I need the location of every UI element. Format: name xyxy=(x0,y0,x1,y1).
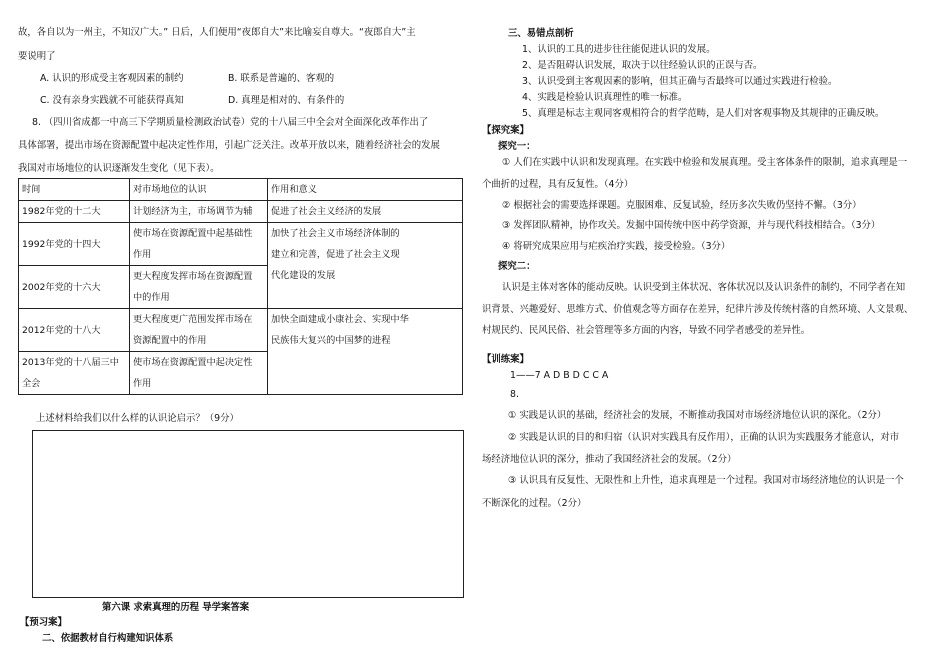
table-cell-time: 1992年党的十四大 xyxy=(19,223,130,266)
option-a: A. 认识的形成受主客观因素的制约 xyxy=(40,73,184,84)
table-cell-time: 2002年党的十六大 xyxy=(19,266,130,309)
table-cell-view xyxy=(130,223,268,266)
cell-line: 民族伟大复兴的中国梦的进程 xyxy=(271,335,391,346)
table-cell-meaning xyxy=(268,223,463,309)
cell-line: 使市场在资源配置中起决定性 xyxy=(133,357,253,368)
explore-1-line: ③ 发挥团队精神，协作攻关。发掘中国传统中医中药学资源，并与现代科技相结合。（3分） xyxy=(502,220,881,231)
explore-1-heading: 探究一： xyxy=(498,141,536,152)
answer-title: 第六课 求索真理的历程 导学案答案 xyxy=(102,602,250,613)
explore-2-heading: 探究二： xyxy=(498,261,536,272)
body-text: 要说明了 xyxy=(18,51,56,62)
explore-heading: 【探究案】 xyxy=(482,125,529,136)
table-cell-time: 1982年党的十二大 xyxy=(19,201,130,223)
explore-2-line: 认识是主体对客体的能动反映。认识受到主体状况、客体状况以及认识条件的制约，不同学者在知 xyxy=(502,282,906,293)
cell-line: 建立和完善，促进了社会主义现 xyxy=(271,249,400,260)
table-cell-meaning xyxy=(268,309,463,395)
explore-1-line: ① 人们在实践中认识和发现真理。在实践中检验和发展真理。受主客体条件的限制，追求真理是一 xyxy=(502,157,908,168)
cell-line: 加快了社会主义市场经济体制的 xyxy=(271,228,400,239)
train-line: ① 实践是认识的基础，经济社会的发展，不断推动我国对市场经济地位认识的深化。（2分） xyxy=(508,410,887,421)
table-header: 作用和意义 xyxy=(268,179,463,201)
table-header-row xyxy=(19,179,463,201)
answer-box[interactable] xyxy=(32,430,464,598)
option-c: C. 没有亲身实践就不可能获得真知 xyxy=(40,95,184,106)
explore-2-line: 识背景、兴趣爱好、思维方式、价值观念等方面存在差异，纪律片涉及传统村落的自然环境、人文景观、 xyxy=(482,304,914,315)
explore-2-line: 村规民约、民风民俗、社会管理等多方面的内容，导致不同学者感受的差异性。 xyxy=(482,325,811,336)
table-row xyxy=(19,309,463,352)
option-b: B. 联系是普遍的、客观的 xyxy=(228,73,335,84)
train-q8: 8. xyxy=(510,389,519,400)
question-8-line: 具体部署，提出市场在资源配置中起决定性作用，引起广泛关注。改革开放以来，随着经济社会的发展 xyxy=(18,140,440,151)
cell-line: 作用 xyxy=(133,378,152,389)
cell-line: 更大程度发挥市场在资源配置 xyxy=(133,271,253,282)
cell-line: 加快全面建成小康社会、实现中华 xyxy=(271,314,409,325)
table-cell-view xyxy=(130,309,268,352)
train-heading: 【训练案】 xyxy=(482,354,529,365)
section-heading: 三、易错点剖析 xyxy=(508,28,574,39)
market-table xyxy=(18,178,463,395)
preview-heading: 【预习案】 xyxy=(20,617,67,628)
table-cell-time: 2012年党的十八大 xyxy=(19,309,130,352)
error-item: 3、认识受到主客观因素的影响，但其正确与否最终可以通过实践进行检验。 xyxy=(522,76,838,87)
cell-line: 资源配置中的作用 xyxy=(133,335,207,346)
body-text: 故，各自以为一州主，不知汉广大。” 日后，人们便用“夜郎自大”来比喻妄自尊大。“夜郎自大”主 xyxy=(18,27,416,38)
table-header: 对市场地位的认识 xyxy=(130,179,268,201)
train-answers: 1——7 A D B D C C A xyxy=(510,370,609,381)
cell-line: 使市场在资源配置中起基础性 xyxy=(133,228,253,239)
explore-1-line: ④ 将研究成果应用与疟疾治疗实践，接受检验。（3分） xyxy=(502,241,731,252)
section-heading: 二、依据教材自行构建知识体系 xyxy=(42,633,174,644)
error-item: 1、认识的工具的进步往往能促进认识的发展。 xyxy=(522,44,716,55)
train-line: 不断深化的过程。（2分） xyxy=(482,498,587,509)
table-header: 时间 xyxy=(19,179,130,201)
train-line: 场经济地位认识的深分，推动了我国经济社会的发展。（2分） xyxy=(482,454,737,465)
cell-line: 代化建设的发展 xyxy=(271,270,336,281)
error-item: 4、实践是检验认识真理性的唯一标准。 xyxy=(522,92,688,103)
table-cell-view xyxy=(130,352,268,395)
question-prompt: 上述材料给我们以什么样的认识论启示？（9分） xyxy=(36,413,239,424)
cell-line: 中的作用 xyxy=(133,292,170,303)
train-line: ② 实践是认识的目的和归宿（认识对实践具有反作用），正确的认识为实践服务才能意认，对市 xyxy=(508,432,900,443)
option-d: D. 真理是相对的、有条件的 xyxy=(228,95,345,106)
table-cell-meaning: 促进了社会主义经济的发展 xyxy=(268,201,463,223)
explore-1-line: 个曲折的过程，具有反复性。（4分） xyxy=(482,179,634,190)
question-8-line: 8. （四川省成都一中高三下学期质量检测政治试卷）党的十八届三中全会对全面深化改革作出了 xyxy=(32,117,429,128)
cell-line: 更大程度更广范围发挥市场在 xyxy=(133,314,253,325)
explore-1-line: ② 根据社会的需要选择课题。克服困难、反复试验，经历多次失败仍坚持不懈。（3分） xyxy=(502,200,862,211)
train-line: ③ 认识具有反复性、无限性和上升性，追求真理是一个过程。我国对市场经济地位的认识是一个 xyxy=(508,475,904,486)
cell-line: 作用 xyxy=(133,249,152,260)
table-cell-time: 2013年党的十八届三中全会 xyxy=(19,352,130,395)
question-8-line: 我国对市场地位的认识逐渐发生变化（见下表）。 xyxy=(18,163,220,174)
table-row xyxy=(19,201,463,223)
table-cell-view: 计划经济为主，市场调节为辅 xyxy=(130,201,268,223)
error-item: 2、是否阻碍认识发展，取决于以往经验认识的正误与否。 xyxy=(522,60,763,71)
error-item: 5、真理是标志主观同客观相符合的哲学范畴，是人们对客观事物及其规律的正确反映。 xyxy=(522,108,885,119)
table-row xyxy=(19,223,463,266)
table-cell-view xyxy=(130,266,268,309)
